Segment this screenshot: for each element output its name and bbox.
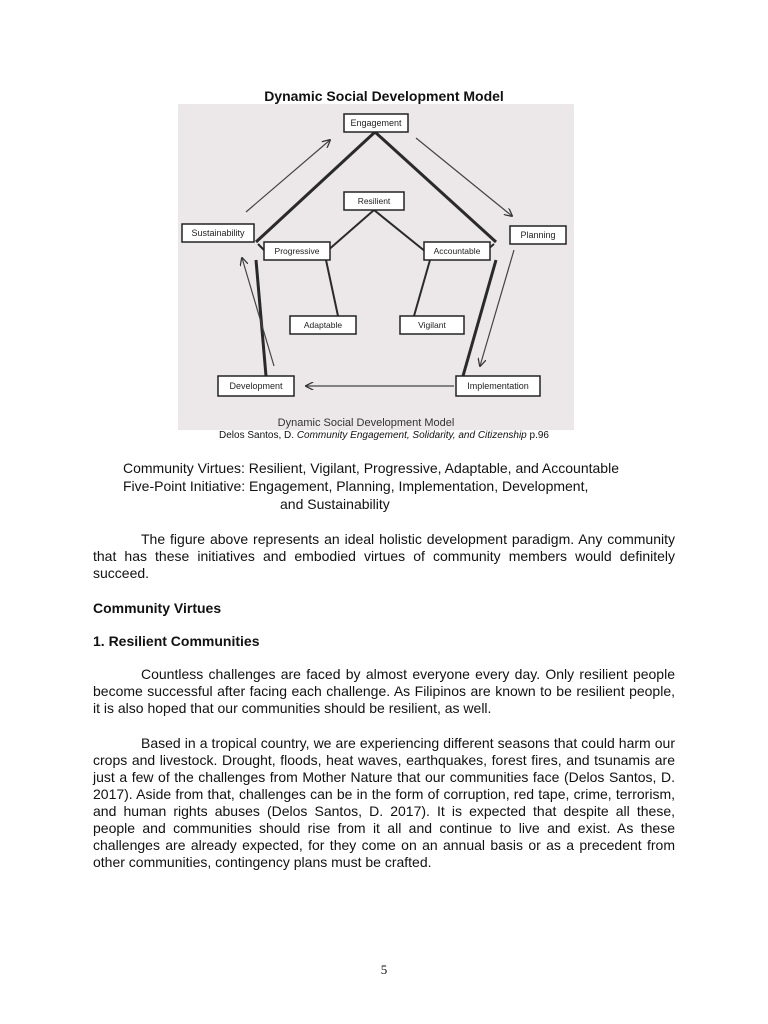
implementation-label: Implementation [467, 381, 529, 391]
source-page: p.96 [526, 430, 549, 441]
initiative-line-2: and Sustainability [280, 496, 390, 512]
page-number: 5 [380, 962, 388, 977]
sustainability-label: Sustainability [191, 228, 245, 238]
engagement-label: Engagement [350, 118, 402, 128]
arrow-planning-to-implementation [480, 250, 514, 366]
diagram-svg [178, 104, 574, 430]
development-model-diagram [178, 104, 574, 430]
figure-summary [123, 459, 619, 513]
accountable-label: Accountable [433, 246, 481, 256]
adaptable-label: Adaptable [303, 320, 343, 330]
figure-source-caption [0, 430, 768, 441]
planning-label: Planning [520, 230, 556, 240]
source-author: Delos Santos, D. [219, 430, 297, 441]
paragraph-2-text: Based in a tropical country, we are experiencing different seasons that could harm our crops and livestock. Drought, floods, heat waves, earthquakes, forest fires, and tsunamis are just a few of the challenges from Mother Nature that our communities face (Delos Santos, D. 2017). Aside from that, challenges can be in the form of corruption, red tape, crime, terrorism, and human rights abuses (Delos Santos, D. 2017). It is expected that despite all these, people and communities should rise from it all and continue to live and exist. As these challenges are already expected, for they come on an annual basis or as a precedent from other communities, contingency plans must be crafted. [93, 735, 675, 870]
inner-pentagon [326, 210, 430, 316]
development-label: Development [229, 381, 283, 391]
arrow-sustainability-to-engagement [246, 140, 330, 212]
source-title: Community Engagement, Solidarity, and Citizenship [296, 430, 527, 441]
figure-title: Dynamic Social Development Model [264, 88, 504, 104]
subsection-heading: 1. Resilient Communities [93, 633, 260, 649]
paragraph-2 [93, 735, 675, 871]
resilient-label: Resilient [357, 196, 391, 206]
initiative-line-1: Five-Point Initiative: Engagement, Planning, Implementation, Development, [123, 478, 589, 494]
intro-paragraph-text: The figure above represents an ideal holistic development paradigm. Any community that has these initiatives and embodied virtues of community members would definitely succeed. [93, 531, 675, 581]
paragraph-1-text: Countless challenges are faced by almost everyone every day. Only resilient people become successful after facing each challenge. As Filipinos are known to be resilient people, it is also hoped that our communities should be resilient, as well. [93, 666, 675, 716]
vigilant-label: Vigilant [418, 320, 446, 330]
section-heading: Community Virtues [93, 600, 222, 616]
progressive-label: Progressive [274, 246, 320, 256]
virtues-line: Community Virtues: Resilient, Vigilant, Progressive, Adaptable, and Accountable [123, 460, 619, 476]
paragraph-1 [93, 666, 675, 717]
arrow-engagement-to-planning [416, 138, 512, 216]
diagram-image-caption: Dynamic Social Development Model [277, 417, 455, 429]
intro-paragraph [93, 531, 675, 582]
